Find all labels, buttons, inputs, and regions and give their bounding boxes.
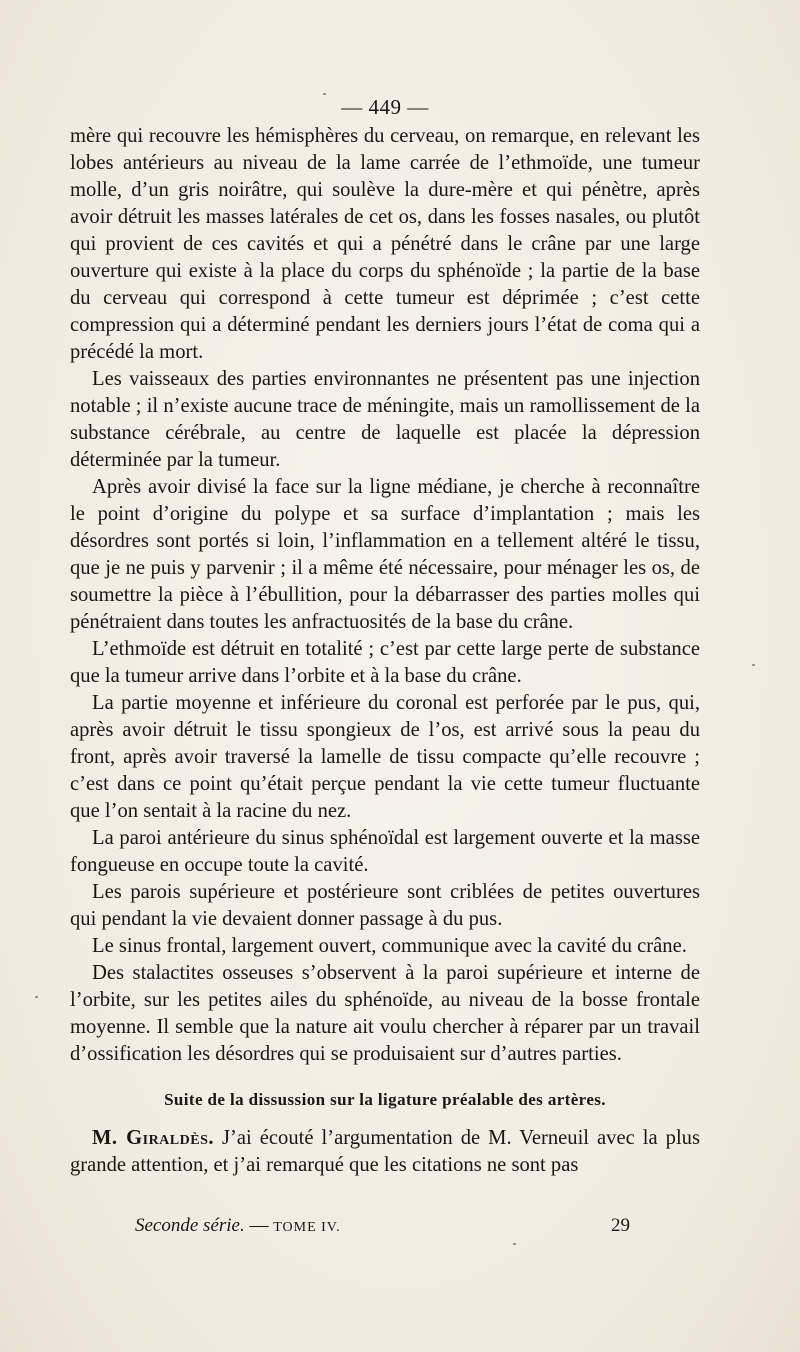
paragraph: Des stalactites osseuses s’observent à la paroi supérieure et interne de l’orbite, sur les petites ailes du sphénoïde, au niveau de la bosse frontale moyenne. Il semble que la nature ait voulu chercher à réparer par un travail d’ossification les désordres qui se produisaient sur d’autres parties. [70, 962, 700, 1065]
speaker-name: M. Giraldès. [92, 1127, 215, 1149]
paragraph: Après avoir divisé la face sur la ligne médiane, je cherche à reconnaître le point d’origine du polype et sa surface d’implantation ; mais les désordres sont portés si loin, l’inflammation en a tellement altéré le tissu, que je ne puis y parvenir ; il a même été nécessaire, pour ménager les os, de soumettre la pièce à l’ébullition, pour la débarrasser des parties molles qui pénétraient dans toutes les anfractuosités de la base du crâne. [70, 476, 700, 633]
footer-series: Seconde série. [135, 1215, 245, 1236]
paragraph: L’ethmoïde est détruit en totalité ; c’est par cette large perte de substance que la tumeur arrive dans l’orbite et à la base du crâne. [70, 638, 700, 687]
paper-speck [35, 996, 38, 998]
paragraph: mère qui recouvre les hémisphères du cerveau, on remarque, en relevant les lobes antérieurs au niveau de la lame carrée de l’ethmoïde, une tumeur molle, d’un gris noirâtre, qui soulève la dure-mère et qui pénètre, après avoir détruit les masses latérales de cet os, dans les fosses nasales, ou plutôt qui provient de ces cavités et qui a pénétré dans le crâne par une large ouverture qui existe à la place du corps du sphénoïde ; la partie de la base du cerveau qui correspond à cette tumeur est déprimée ; c’est cette compression qui a déterminé pendant les derniers jours l’état de coma qui a précédé la mort. [70, 125, 700, 363]
speaker-paragraph [70, 1125, 700, 1179]
paragraph: Le sinus frontal, largement ouvert, communique avec la cavité du crâne. [92, 935, 687, 957]
paragraph: Les vaisseaux des parties environnantes ne présentent pas une injection notable ; il n’existe aucune trace de méningite, mais un ramollissement de la substance cérébrale, au centre de laquelle est placée la dépression déterminée par la tumeur. [70, 368, 700, 471]
section-title: Suite de la dissussion sur la ligature préalable des artères. [164, 1090, 606, 1109]
paper-speck [752, 664, 755, 666]
footer-tome: TOME IV. [273, 1220, 341, 1235]
paragraph: La paroi antérieure du sinus sphénoïdal est largement ouverte et la masse fongueuse en occupe toute la cavité. [70, 827, 700, 876]
footer-series-line [135, 1215, 341, 1237]
paragraph: La partie moyenne et inférieure du coronal est perforée par le pus, qui, après avoir détruit le tissu spongieux de l’os, est arrivé sous la peau du front, après avoir traversé la lamelle de tissu compacte qu’elle recouvre ; c’est dans ce point qu’était perçue pendant la vie cette tumeur fluctuante que l’on sentait à la racine du nez. [70, 692, 700, 822]
paper-speck [323, 93, 326, 95]
page-footer [135, 1215, 630, 1237]
paragraph: Les parois supérieure et postérieure sont criblées de petites ouvertures qui pendant la vie devaient donner passage à du pus. [70, 881, 700, 930]
body-text [70, 123, 700, 1179]
footer-signature: 29 [611, 1215, 630, 1236]
footer-dash: — [249, 1215, 269, 1236]
page-number: — 449 — [341, 95, 429, 119]
paper-speck [513, 1243, 516, 1245]
speaker-text: J’ai écouté l’argumentation de M. Verneuil avec la plus grande attention, et j’ai remarqué que les citations ne sont pas [70, 1127, 700, 1176]
